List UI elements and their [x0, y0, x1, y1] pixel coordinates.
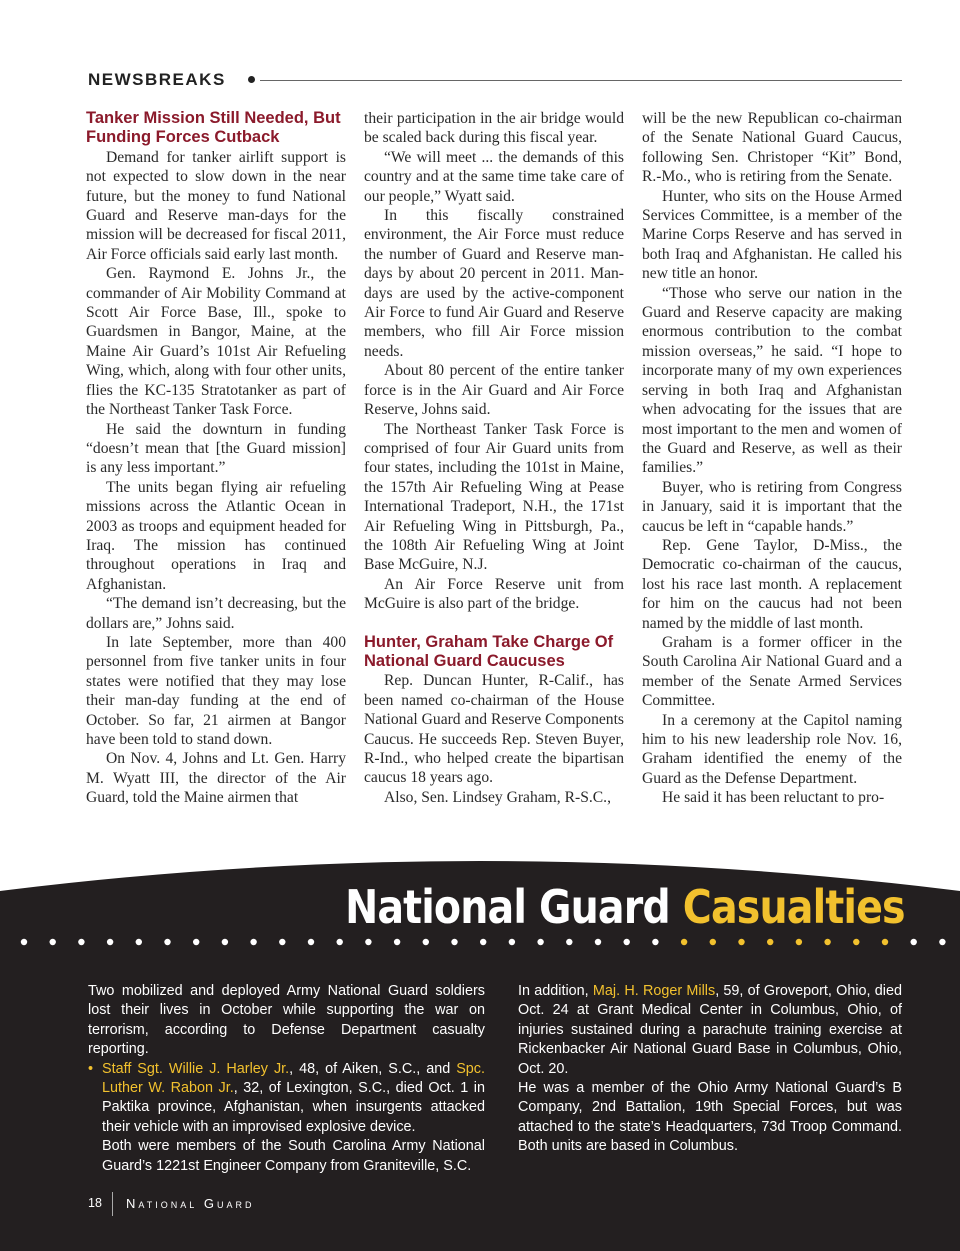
decorative-dot	[50, 939, 56, 945]
paragraph: “Those who serve our nation in the Guard and Reserve capacity are making enormous contribution to the combat mission overseas,” he said. “I hope to incorporate many of my own experiences serving in both Iraq and Afghanistan when advocating for the issues that are most important to the men and women of the Guard and Reserve, as well as their families.”	[642, 284, 902, 477]
soldier-name: Spc. Luther W. Rabon Jr.	[102, 1060, 485, 1097]
decorative-dot	[767, 939, 773, 945]
decorative-dot	[624, 939, 630, 945]
decorative-dot	[882, 939, 888, 945]
decorative-dot	[738, 939, 744, 945]
paragraph: In a ceremony at the Capitol naming him to his new leadership role Nov. 16, Graham identified the enemy of the Guard as the Defense Department.	[642, 711, 902, 787]
list-item	[88, 1060, 485, 1138]
casualties-column-left	[88, 982, 485, 1176]
paragraph: Rep. Duncan Hunter, R-Calif., has been named co-chairman of the House National Guard and Reserve Components Caucus. He succeeds Rep. Steven Buyer, R-Ind., who helped create the bipartisan caucus 18 years ago.	[364, 672, 624, 787]
addition-paragraph	[518, 982, 902, 1079]
soldier-detail: , 59, of Groveport, Ohio, died Oct. 24 at Grant Medical Center in Columbus, Ohio, of injuries sustained during a parachute training exercise at Rickenbacker Air National Guard Base in Columbus, Ohio, Oct. 20.	[518, 983, 902, 1077]
decorative-dot	[78, 939, 84, 945]
decorative-dot	[652, 939, 658, 945]
decorative-dot	[595, 939, 601, 945]
paragraph: Demand for tanker airlift support is not expected to slow down in the near future, but the money to fund National Guard and Reserve man-days for the mission will be decreased for fiscal 2011, Air Force officials said early last month.	[86, 148, 346, 263]
article1-headline: Tanker Mission Still Needed, But Funding Forces Cutback	[86, 109, 341, 147]
decorative-dot	[824, 939, 830, 945]
soldier-name: Staff Sgt. Willie J. Harley Jr.	[102, 1060, 290, 1077]
paragraph: Gen. Raymond E. Johns Jr., the commander of Air Mobility Command at Scott Air Force Base, Ill., spoke to Guardsmen in Bangor, Maine, at the Maine Air Guard’s 101st Air Refueling Wing, which, along with four other units, flies the KC-135 Stratotanker as part of the Northeast Tanker Task Force.	[86, 265, 346, 419]
decorative-dot	[537, 939, 543, 945]
paragraph: Buyer, who is retiring from Congress in January, said it is important that the caucus be left in “capable hands.”	[642, 478, 902, 535]
decorative-dot	[911, 939, 917, 945]
soldier-detail: , 32, of Lexington, S.C., died Oct. 1 in Paktika province, Afghanistan, when insurgents attacked their vehicle with an improvised explosive device.	[102, 1080, 485, 1135]
decorative-dot	[394, 939, 400, 945]
casualties-title-main: National Guard	[345, 880, 671, 934]
bullet-icon: •	[88, 1060, 94, 1077]
paragraph: In late September, more than 400 personnel from five tanker units in four states were notified that they may lose their man-day funding at the end of October. So far, 21 airmen at Bangor have been told to stand down.	[86, 633, 346, 748]
paragraph: The units began flying air refueling missions across the Atlantic Ocean in 2003 as troops and equipment headed for Iraq. The mission has continued throughout operations in Iraq and Afghanistan.	[86, 478, 346, 593]
decorative-dot	[509, 939, 515, 945]
magazine-name: National Guard	[126, 1196, 255, 1211]
addition-prefix: In addition,	[518, 983, 593, 999]
paragraph: “The demand isn’t decreasing, but the dollars are,” Johns said.	[86, 595, 346, 632]
casualties-column-right	[518, 982, 902, 1157]
page-number: 18	[88, 1196, 102, 1210]
casualties-list	[88, 1060, 485, 1138]
paragraph: In this fiscally constrained environment, the Air Force must reduce the number of Guard and Reserve man-days by about 20 percent in 2011. Man-days are used by the active-component Air Force to fund Air Guard and Reserve members, who fill Air Force mission needs.	[364, 207, 624, 360]
decorative-dot	[222, 939, 228, 945]
paragraph: their participation in the air bridge would be scaled back during this fiscal year.	[364, 110, 624, 147]
casualties-intro: Two mobilized and deployed Army National Guard soldiers lost their lives in October while supporting the war on terrorism, according to Defense Department casualty reporting.	[88, 983, 485, 1058]
paragraph: The Northeast Tanker Task Force is comprised of four Air Guard units from four states, including the 101st in Maine, the 157th Air Refueling Wing at Pease International Tradeport, N.H., the 171st Air Refueling Wing in Pittsburgh, Pa., the 108th Air Refueling Wing at Joint Base McGuire, N.J.	[364, 420, 624, 574]
section-header	[88, 68, 902, 94]
paragraph: Rep. Gene Taylor, D-Miss., the Democratic co-chairman of the caucus, lost his race last month. A replacement for him on the caucus had not been named by the middle of last month.	[642, 536, 902, 632]
soldier-detail: , 48, of Aiken, S.C., and	[289, 1060, 457, 1077]
decorative-dot	[279, 939, 285, 945]
paragraph: Also, Sen. Lindsey Graham, R-S.C.,	[384, 788, 611, 806]
decorative-dot	[853, 939, 859, 945]
article-column-2	[364, 109, 624, 807]
paragraph: An Air Force Reserve unit from McGuire is also part of the bridge.	[364, 575, 624, 613]
decorative-dot	[308, 939, 314, 945]
decorative-dot	[423, 939, 429, 945]
decorative-dot	[21, 939, 27, 945]
paragraph: He said it has been reluctant to pro-	[662, 789, 885, 807]
decorative-dot	[193, 939, 199, 945]
footer-divider	[112, 1192, 113, 1216]
decorative-dot	[107, 939, 113, 945]
casualties-title-accent: Casualties	[683, 880, 905, 934]
unit-paragraph: He was a member of the Ohio Army National Guard’s B Company, 2nd Battalion, 19th Special Forces, but was attached to the state’s Headquarters, 73d Troop Command. Both units are based in Columbus.	[518, 1080, 902, 1155]
decorative-dot	[796, 939, 802, 945]
paragraph: Graham is a former officer in the South Carolina Air National Guard and a member of the Senate Armed Services Committee.	[642, 633, 902, 710]
casualties-title	[345, 880, 905, 934]
article2-headline: Hunter, Graham Take Charge Of National Guard Caucuses	[364, 632, 614, 670]
soldier-name: Maj. H. Roger Mills	[592, 983, 716, 999]
dot-row	[0, 935, 960, 949]
article-column-3	[642, 109, 902, 808]
decorative-dot	[337, 939, 343, 945]
units-note: Both were members of the South Carolina Army National Guard’s 1221st Engineer Company from Graniteville, S.C.	[102, 1138, 485, 1174]
section-label: NEWSBREAKS	[88, 70, 226, 89]
paragraph: On Nov. 4, Johns and Lt. Gen. Harry M. Wyatt III, the director of the Air Guard, told the Maine airmen that	[86, 750, 346, 807]
paragraph: He said the downturn in funding “doesn’t mean that [the Guard mission] is any less important.”	[86, 420, 346, 477]
paragraph: “We will meet ... the demands of this country and at the same time take care of our people,” Wyatt said.	[364, 148, 624, 205]
decorative-dot	[480, 939, 486, 945]
paragraph: About 80 percent of the entire tanker force is in the Air Guard and Air Force Reserve, Johns said.	[364, 362, 624, 419]
decorative-dot	[365, 939, 371, 945]
section-rule	[260, 80, 902, 81]
paragraph: Hunter, who sits on the House Armed Services Committee, is a member of the Marine Corps Reserve and has served in both Iraq and Afghanistan. He called his new title an honor.	[642, 187, 902, 283]
decorative-dot	[681, 939, 687, 945]
decorative-dot	[164, 939, 170, 945]
decorative-dot	[939, 939, 945, 945]
section-dot	[248, 76, 255, 83]
decorative-dot	[250, 939, 256, 945]
article-column-1	[86, 109, 346, 808]
decorative-dot	[136, 939, 142, 945]
decorative-dot	[566, 939, 572, 945]
paragraph: will be the new Republican co-chairman of the Senate National Guard Caucus, following Sen. Christoper “Kit” Bond, R.-Mo., who is retiring from the Senate.	[642, 110, 902, 186]
decorative-dot	[710, 939, 716, 945]
decorative-dot	[451, 939, 457, 945]
